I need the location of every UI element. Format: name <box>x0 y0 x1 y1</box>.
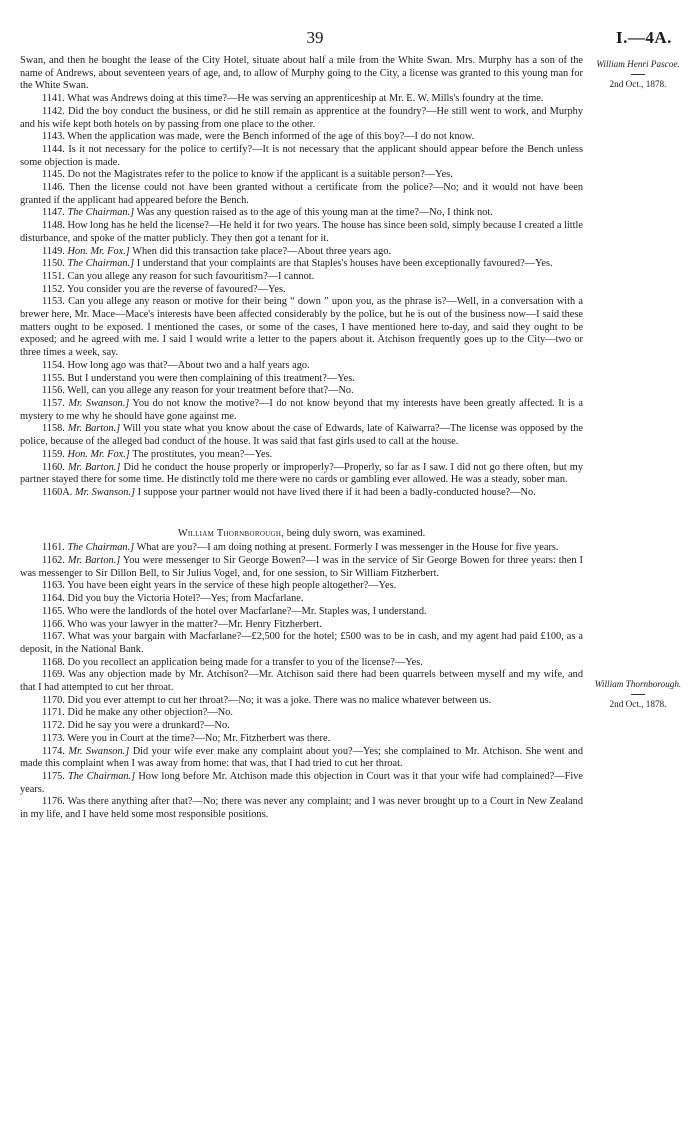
question-1174 <box>20 746 583 771</box>
speaker: Mr. Swanson.] <box>68 397 130 409</box>
question-1172: 1172. Did he say you were a drunkard?—No. <box>42 720 230 732</box>
paragraph: Swan, and then he bought the lease of the City Hotel, situate about half a mile from the White Swan. Mrs. Murphy has a son of the name of Andrews, about seventeen years of age, and, to allow of Murphy going to the City, a license was granted to this young man for the White Swan. <box>20 55 583 92</box>
margin-note-name: William Henri Pascoe. <box>596 59 680 69</box>
question-number: 1147. <box>42 207 65 219</box>
question-1144: 1144. Is it not necessary for the police to certify?—It is not necessary that the applicant should appear before the Bench unless some objection is made. <box>20 143 583 168</box>
margin-note-witness-1 <box>588 59 688 90</box>
speaker: The Chairman.] <box>68 770 136 782</box>
question-number: 1149. <box>42 245 65 257</box>
witness-heading-text: being duly sworn, was examined. <box>284 527 426 539</box>
speaker: Mr. Barton.] <box>67 423 121 435</box>
question-1150 <box>20 258 583 271</box>
question-1166: 1166. Who was your lawyer in the matter?—Mr. Henry Fitzherbert. <box>42 618 322 630</box>
question-1164: 1164. Did you buy the Victoria Hotel?—Yes; from Macfarlane. <box>42 593 304 605</box>
question-1167: 1167. What was your bargain with Macfarlane?—£2,500 for the hotel; £500 was to be in cash, and my agent had paid £100, as a deposit, in the National Bank. <box>20 631 583 655</box>
question-1142: 1142. Did the boy conduct the business, or did he still remain as apprentice at the foundry?—He still went to work, and Murphy and his wife kept both hotels on by passing from one place to the other. <box>20 105 583 130</box>
question-number: 1162. <box>42 555 65 567</box>
question-1175 <box>20 771 583 796</box>
question-number: 1157. <box>42 397 65 409</box>
speaker: The Chairman.] <box>67 258 135 270</box>
question-text: How long before Mr. Atchison made this objection in Court was it that your wife had complained?—Five years. <box>20 770 583 795</box>
question-text: Did your wife ever make any complaint about you?—Yes; she complained to Mr. Atchison. She went and made this complaint when I was away from home: that was, that I had tried to cut her throat. <box>20 745 584 770</box>
question-text: Will you state what you know about the case of Edwards, late of Kaiwarra?—The license was opposed by the police, because of the alleged bad conduct of the house. It was said that fast girls used to call at the house. <box>20 423 583 448</box>
margin-rule <box>631 74 645 75</box>
speaker: Mr. Swanson.] <box>74 486 136 498</box>
page-number: 39 <box>306 28 324 47</box>
question-1173: 1173. Were you in Court at the time?—No; Mr. Fitzherbert was there. <box>42 732 331 744</box>
question-number: 1161. <box>42 542 65 554</box>
question-number: 1158. <box>42 423 65 435</box>
question-1176: 1176. Was there anything after that?—No; there was never any complaint; and I was never brought up to a Court in New Zealand in my life, and I have held some most responsible positions. <box>20 796 583 821</box>
question-1161 <box>20 542 583 555</box>
question-number: 1150. <box>42 258 65 270</box>
question-1160a <box>20 487 583 500</box>
question-text: The prostitutes, you mean?—Yes. <box>132 448 273 460</box>
question-1170: 1170. Did you ever attempt to cut her throat?—No; it was a joke. There was no malice whatever between us. <box>42 694 492 706</box>
question-text: Did he conduct the house properly or improperly?—Properly, so far as I saw. I did not go there often, but my partner stayed there for some time. He distinctly told me there were no cards or gambling ever allowed. He was a steady, sober man. <box>20 461 583 486</box>
question-text: What are you?—I am doing nothing at present. Formerly I was messenger in the House for five years. <box>136 542 559 554</box>
speaker: Mr. Barton.] <box>67 461 121 473</box>
question-1148: 1148. How long has he held the license?—He held it for two years. The house has since been sold, simply because I created a little disturbance, and spoke of the matter publicly. They then got a tenant for it. <box>20 220 583 244</box>
question-1147 <box>20 207 583 220</box>
question-text: I understand that your complaints are that Staples's houses have been exceptionally favoured?—Yes. <box>136 258 553 270</box>
question-text: Was any question raised as to the age of this young man at the time?—No, I think not. <box>136 207 493 219</box>
question-text: You do not know the motive?—I do not know beyond that my interests have been greatly affected. It is a mystery to me why he should have gone against me. <box>20 397 583 422</box>
margin-note-name: William Thornborough. <box>594 679 682 689</box>
speaker: Mr. Swanson.] <box>68 745 130 757</box>
margin-note-date: 2nd Oct., 1878. <box>609 698 667 709</box>
question-number: 1160A. <box>42 486 73 498</box>
question-1162 <box>20 555 583 580</box>
speaker: The Chairman.] <box>67 542 135 554</box>
question-text: When did this transaction take place?—About three years ago. <box>132 245 392 257</box>
question-1159 <box>20 449 583 462</box>
margin-note-date: 2nd Oct., 1878. <box>609 78 667 89</box>
question-1157 <box>20 398 583 423</box>
question-1149 <box>20 246 583 259</box>
question-number: 1174. <box>42 745 65 757</box>
question-1153: 1153. Can you allege any reason or motive for their being “ down ” upon you, as the phrase is?—Well, in a conversation with a brewer here, Mr. Mace—Mace's interests have been affected considerably by the police, but he is out of the business now—I said these matters ought to be exposed. I mentioned the cases, or some of the cases, I have mentioned here to-day, and said they ought to be exposed; and he agreed with me. I said I would write a letter to the papers about it. Atchison frequently goes up to the City—two or three times a week, say. <box>20 296 583 359</box>
question-1165: 1165. Who were the landlords of the hotel over Macfarlane?—Mr. Staples was, I understand. <box>42 605 427 617</box>
question-1158 <box>20 423 583 448</box>
question-1156: 1156. Well, can you allege any reason for your treatment before that?—No. <box>42 385 354 397</box>
question-1155: 1155. But I understand you were then complaining of this treatment?—Yes. <box>42 372 355 384</box>
question-number: 1175. <box>42 770 65 782</box>
question-1169: 1169. Was any objection made by Mr. Atchison?—Mr. Atchison said there had been quarrels between myself and my wife, and that I had attempted to cut her throat. <box>20 669 583 694</box>
witness-name: William Thornborough, <box>177 527 285 539</box>
speaker: The Chairman.] <box>67 207 135 219</box>
question-1171: 1171. Did he make any other objection?—No. <box>42 707 233 719</box>
question-1168: 1168. Do you recollect an application being made for a transfer to you of the license?—Yes. <box>42 656 423 668</box>
speaker: Mr. Barton.] <box>67 555 121 567</box>
paper-reference: I.—4A. <box>616 28 672 47</box>
margin-rule <box>631 694 645 695</box>
witness-heading <box>20 528 583 541</box>
question-text: You were messenger to Sir George Bowen?—I was in the service of Sir George Bowen for three years: then I was messenger to Sir Dillon Bell, to Sir Julius Vogel, and, for one session, to Sir William Fitzherbert. <box>20 555 583 579</box>
question-number: 1160. <box>42 461 65 473</box>
question-number: 1159. <box>42 448 65 460</box>
speaker: Hon. Mr. Fox.] <box>67 245 130 257</box>
question-text: I suppose your partner would not have lived there if it had been a badly-conducted house?—No. <box>137 486 536 498</box>
speaker: Hon. Mr. Fox.] <box>67 448 130 460</box>
question-1152: 1152. You consider you are the reverse of favoured?—Yes. <box>42 283 286 295</box>
question-1146: 1146. Then the license could not have been granted without a certificate from the police?—No; and it would not have been granted if the applicant had appeared before the Bench. <box>20 182 583 206</box>
question-1151: 1151. Can you allege any reason for such favouritism?—I cannot. <box>42 270 315 282</box>
margin-note-witness-2 <box>588 679 688 710</box>
question-1145: 1145. Do not the Magistrates refer to the police to know if the applicant is a suitable person?—Yes. <box>42 169 453 181</box>
question-1154: 1154. How long ago was that?—About two and a half years ago. <box>42 359 310 371</box>
question-1143: 1143. When the application was made, were the Bench informed of the age of this boy?—I do not know. <box>42 131 475 143</box>
question-1141: 1141. What was Andrews doing at this time?—He was serving an apprenticeship at Mr. E. W. Mills's foundry at the time. <box>42 93 544 105</box>
evidence-text <box>20 55 583 822</box>
question-1163: 1163. You have been eight years in the service of these high people altogether?—Yes. <box>42 580 397 592</box>
question-1160 <box>20 462 583 487</box>
